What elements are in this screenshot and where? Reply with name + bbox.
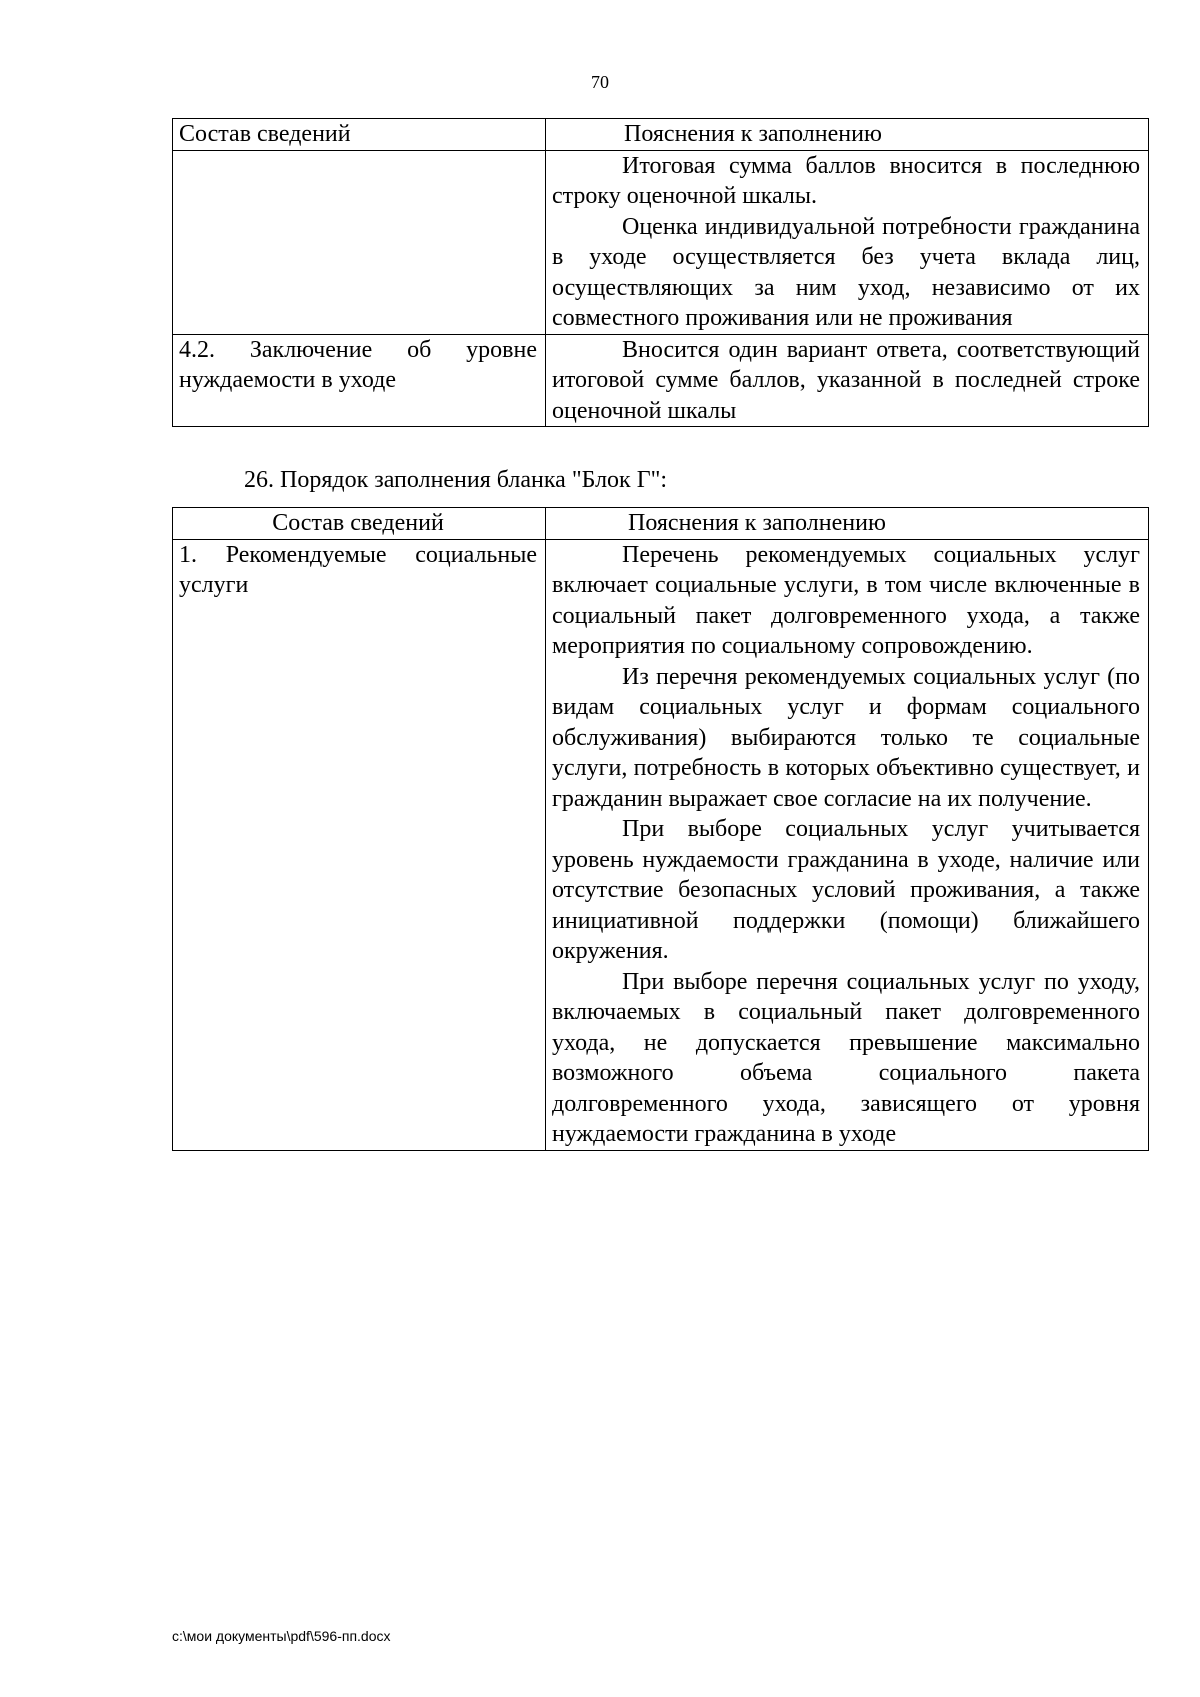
table-header-row [173,119,1149,151]
footer-file-path: c:\мои документы\pdf\596-пп.docx [172,1628,391,1644]
column-header-composition: Состав сведений [173,508,546,540]
row-label: 1. Рекомендуемые социальные услуги [173,539,546,1150]
table-row [173,150,1149,334]
table-row [173,334,1149,427]
row-label: 4.2. Заключение об уровне нуждаемости в уходе [173,334,546,427]
row-explanation [546,150,1149,334]
explanation-paragraph: При выборе социальных услуг учитывается уровень нуждаемости гражданина в уходе, наличие или отсутствие безопасных условий проживания, а также инициативной поддержки (помощи) ближайшего окружения. [552,816,1140,964]
explanation-paragraph: Из перечня рекомендуемых социальных услуг (по видам социальных услуг и формам социального обслуживания) выбираются только те социальные услуги, потребность в которых объективно существует, и гражданин выражает свое согласие на их получение. [552,663,1140,812]
row-explanation [546,334,1149,427]
row-label [173,150,546,334]
row-explanation [546,539,1149,1150]
column-header-explanations: Пояснения к заполнению [546,119,1149,151]
column-header-explanations: Пояснения к заполнению [546,508,1149,540]
explanation-paragraph: Вносится один вариант ответа, соответствующий итоговой сумме баллов, указанной в последней строке оценочной шкалы [552,336,1140,424]
table-header-row [173,508,1149,540]
table-row [173,539,1149,1150]
explanation-paragraph: При выборе перечня социальных услуг по уходу, включаемых в социальный пакет долговременного ухода, не допускается превышение максимально возможного объема социального пакета долговременного ухода, зависящего от уровня нуждаемости гражданина в уходе [552,968,1140,1147]
page-number: 70 [591,72,609,92]
column-header-composition: Состав сведений [173,119,546,151]
table-assessment-conclusion [172,118,1149,427]
section-heading: 26. Порядок заполнения бланка "Блок Г": [244,467,668,493]
explanation-paragraph: Итоговая сумма баллов вносится в последнюю строку оценочной шкалы. [552,152,1140,209]
table-block-g [172,507,1149,1151]
explanation-paragraph: Оценка индивидуальной потребности гражданина в уходе осуществляется без учета вклада лиц, осуществляющих за ним уход, независимо от их совместного проживания или не проживания [552,213,1140,331]
explanation-paragraph: Перечень рекомендуемых социальных услуг включает социальные услуги, в том числе включенные в социальный пакет долговременного ухода, а также мероприятия по социальному сопровождению. [552,541,1140,659]
